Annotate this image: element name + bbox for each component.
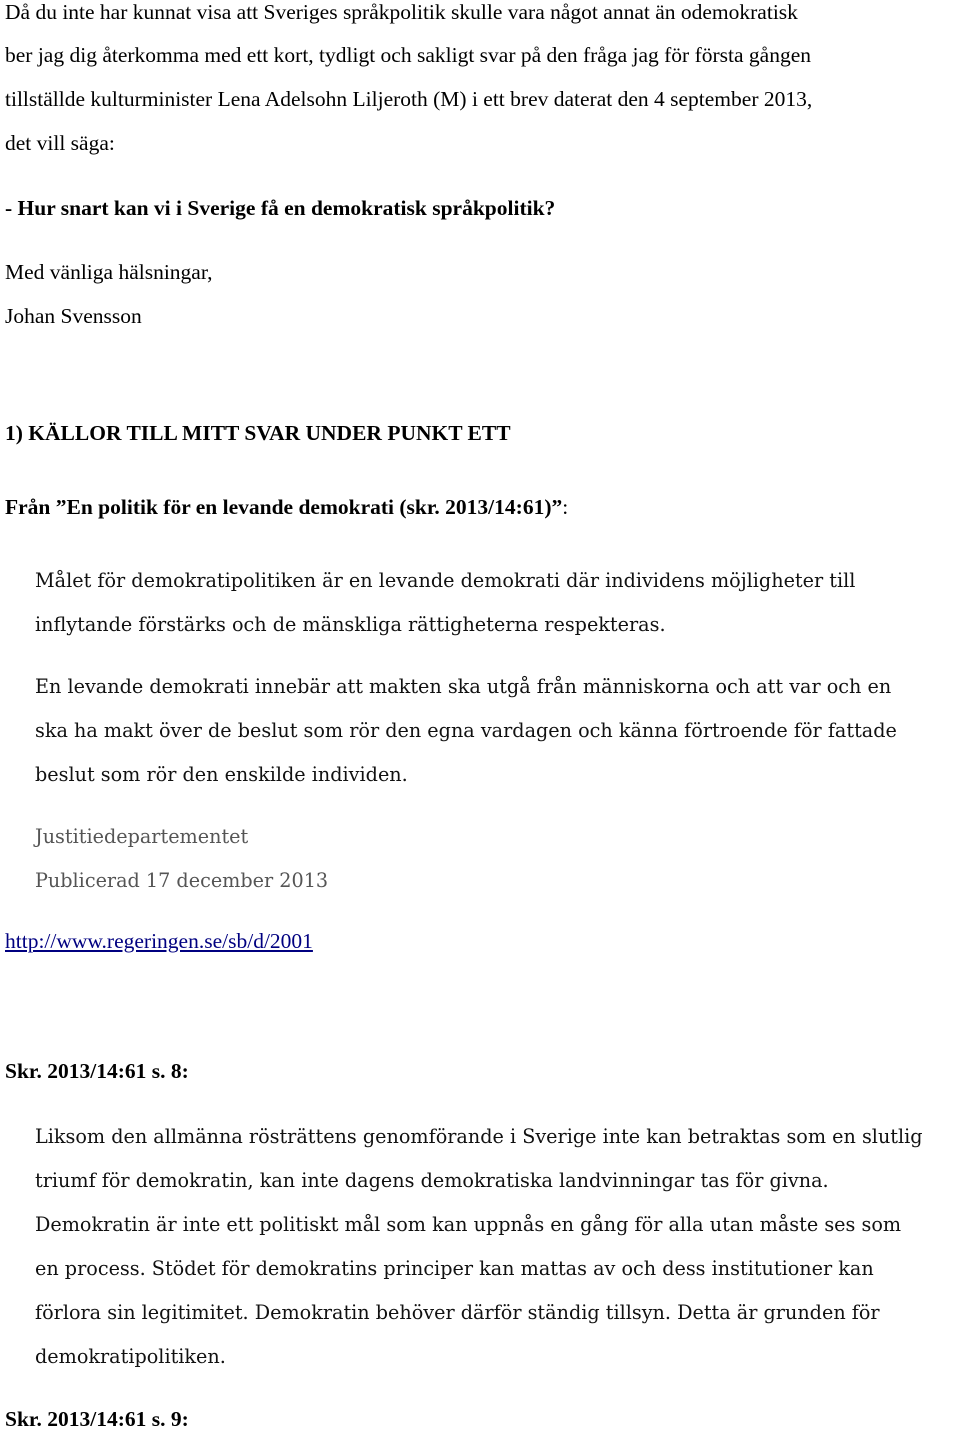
quote-line: ska ha makt över de beslut som rör den egna vardagen och känna förtroende för fattade <box>35 719 897 742</box>
department: Justitiedepartementet <box>35 825 249 848</box>
quote-line: Målet för demokratipolitiken är en levande demokrati där individens möjligheter till <box>35 569 856 592</box>
section-heading: 1) KÄLLOR TILL MITT SVAR UNDER PUNKT ETT <box>5 421 511 445</box>
quote-line: beslut som rör den enskilde individen. <box>35 763 408 786</box>
signature: Johan Svensson <box>5 304 142 328</box>
intro-line: ber jag dig återkomma med ett kort, tydligt och sakligt svar på den fråga jag för första gången <box>5 43 811 67</box>
quote-line: Demokratin är inte ett politiskt mål som kan uppnås en gång för alla utan måste ses som <box>35 1213 902 1236</box>
intro-line: Då du inte har kunnat visa att Sveriges språkpolitik skulle vara något annat än odemokratisk <box>5 0 798 24</box>
skr-heading: Skr. 2013/14:61 s. 9: <box>5 1407 189 1431</box>
greeting: Med vänliga hälsningar, <box>5 260 213 284</box>
intro-line: tillställde kulturminister Lena Adelsohn Liljeroth (M) i ett brev daterat den 4 september 2013, <box>5 87 813 111</box>
source-colon: : <box>562 495 569 519</box>
published-date: Publicerad 17 december 2013 <box>35 869 329 892</box>
quote-line: en process. Stödet för demokratins principer kan mattas av och dess institutioner kan <box>35 1257 874 1280</box>
source-line <box>5 495 568 520</box>
intro-line: det vill säga: <box>5 131 115 155</box>
quote-line: triumf för demokratin, kan inte dagens demokratiska landvinningar tas för givna. <box>35 1169 829 1192</box>
quote-line: En levande demokrati innebär att makten ska utgå från människorna och att var och en <box>35 675 892 698</box>
quote-line: Liksom den allmänna rösträttens genomförande i Sverige inte kan betraktas som en slutlig <box>35 1125 923 1148</box>
source-title: Från ”En politik för en levande demokrati (skr. 2013/14:61)” <box>5 495 563 519</box>
source-link[interactable]: http://www.regeringen.se/sb/d/2001 <box>5 929 313 953</box>
question: - Hur snart kan vi i Sverige få en demokratisk språkpolitik? <box>5 196 556 220</box>
skr-heading: Skr. 2013/14:61 s. 8: <box>5 1059 189 1083</box>
quote-line: demokratipolitiken. <box>35 1345 226 1368</box>
quote-line: förlora sin legitimitet. Demokratin behöver därför ständig tillsyn. Detta är grunden för <box>35 1301 880 1324</box>
quote-line: inflytande förstärks och de mänskliga rättigheterna respekteras. <box>35 613 666 636</box>
